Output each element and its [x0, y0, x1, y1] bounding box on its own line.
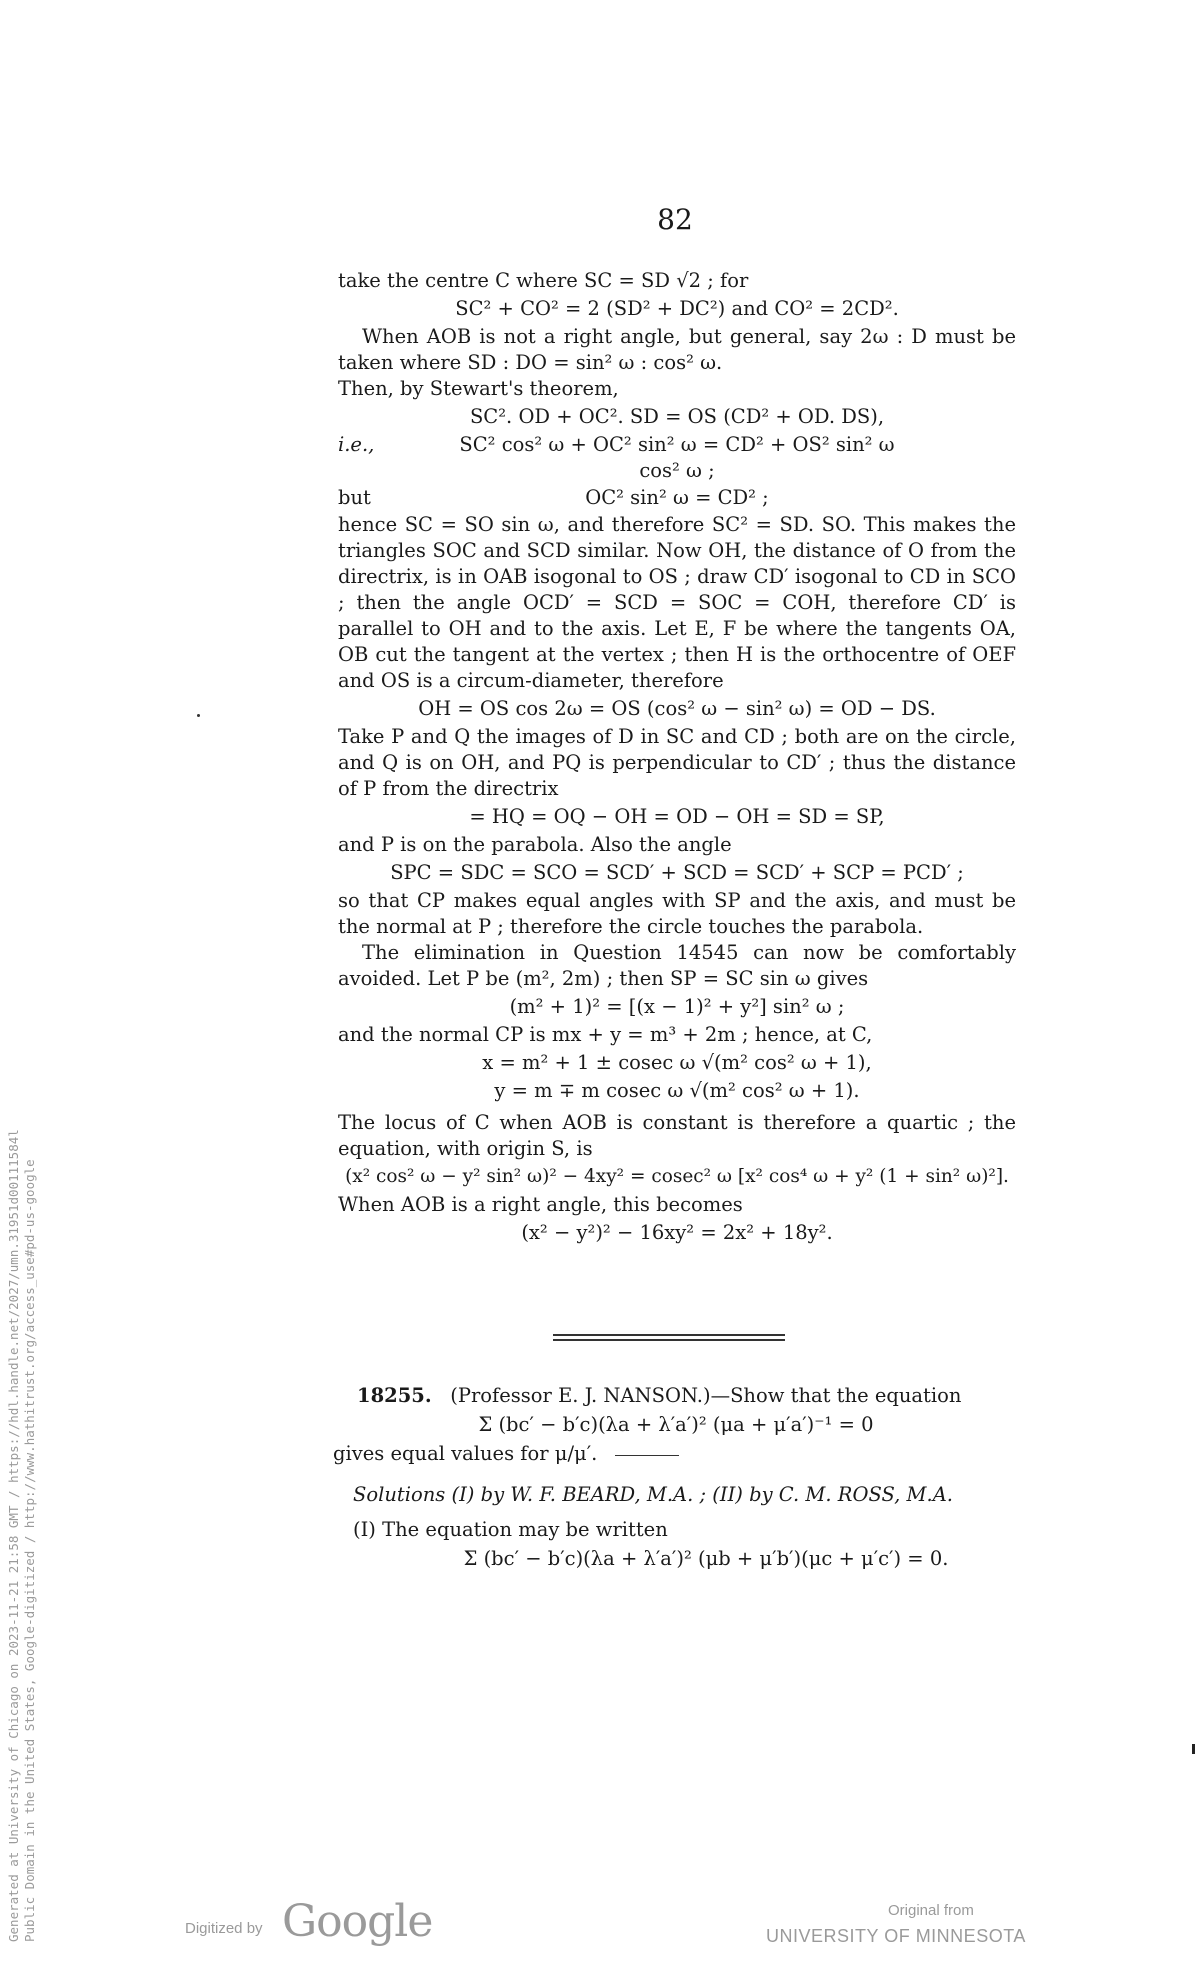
equation-row [338, 432, 1016, 484]
paragraph: Then, by Stewart's theorem, [338, 377, 619, 400]
paragraph: and the normal CP is mx + y = m³ + 2m ; hence, at C, [338, 1023, 873, 1046]
equation: SPC = SDC = SCO = SCD′ + SCD = SCD′ + SCP = PCD′ ; [390, 861, 964, 884]
watermark-line: Public Domain in the United States, Google-digitized / http://www.hathitrust.org/access_use#pd-us-google [22, 1159, 37, 1942]
solutions-line: Solutions (I) by W. F. BEARD, M.A. ; (II) by C. M. ROSS, M.A. [353, 1483, 953, 1506]
question-equation: Σ (bc′ − b′c)(λa + λ′a′)² (μa + μ′a′)⁻¹ = 0 [478, 1413, 874, 1436]
google-logo: Google [282, 1896, 433, 1947]
paragraph: and P is on the parabola. Also the angle [338, 833, 732, 856]
equation: OH = OS cos 2ω = OS (cos² ω − sin² ω) = OD − DS. [418, 697, 936, 720]
equation-lead: but [338, 486, 371, 509]
equation: SC² + CO² = 2 (SD² + DC²) and CO² = 2CD². [455, 297, 899, 320]
paragraph: hence SC = SO sin ω, and therefore SC² = SD. SO. This makes the triangles SOC and SCD similar. Now OH, the distance of O from the directrix, is in OAB isogonal to OS ; draw CD′ isogonal to CD in SCO ; then the angle OCD′ = SCD = SOC = COH, therefore CD′ is parallel to OH and to the axis. Let E, F be where the tangents OA, OB cut the tangent at the vertex ; then H is the orthocentre of OEF and OS is a circum-diameter, therefore [338, 513, 1016, 692]
watermark-line: Generated at University of Chicago on 2023-11-21 21:58 GMT / https://hdl.handle.net/2027/umn.31951d00111584l [6, 1129, 21, 1942]
equation: = HQ = OQ − OH = OD − OH = SD = SP, [469, 805, 885, 828]
paragraph: take the centre C where SC = SD √2 ; for [338, 269, 749, 292]
paragraph: The locus of C when AOB is constant is therefore a quartic ; the equation, with origin S, is [338, 1111, 1016, 1160]
page-number: 82 [657, 203, 693, 236]
question-author: (Professor E. J. NANSON.)—Show that the equation [450, 1384, 962, 1407]
original-from-label: Original from [888, 1902, 974, 1919]
solution-intro: (I) The equation may be written [353, 1518, 668, 1541]
section-divider [553, 1334, 785, 1342]
institution-name: UNIVERSITY OF MINNESOTA [766, 1926, 1026, 1946]
paragraph: The elimination in Question 14545 can now be comfortably avoided. Let P be (m², 2m) ; then SP = SC sin ω gives [338, 941, 1016, 990]
solution-equation: Σ (bc′ − b′c)(λa + λ′a′)² (μb + μ′b′)(μc + μ′c′) = 0. [463, 1547, 949, 1570]
blank-line [615, 1455, 679, 1456]
question-number: 18255. [357, 1384, 432, 1407]
equation: x = m² + 1 ± cosec ω √(m² cos² ω + 1), [482, 1051, 872, 1074]
question-tail: gives equal values for μ/μ′. [333, 1442, 598, 1465]
equation: (x² − y²)² − 16xy² = 2x² + 18y². [521, 1221, 833, 1244]
digitized-by-label: Digitized by [185, 1920, 263, 1937]
stray-mark [1192, 1744, 1195, 1754]
equation-row [338, 485, 1016, 511]
question-block [333, 1382, 1019, 1574]
stray-dot [197, 714, 200, 717]
side-watermark [6, 1129, 38, 1942]
equation-lead: i.e., [338, 433, 375, 456]
equation: OC² sin² ω = CD² ; [585, 486, 769, 509]
text-block [338, 268, 1016, 1248]
paragraph: Take P and Q the images of D in SC and CD ; both are on the circle, and Q is on OH, and PQ is perpendicular to CD′ ; thus the distance of P from the directrix [338, 725, 1016, 800]
question-tail-line [333, 1440, 1019, 1467]
equation: (x² cos² ω − y² sin² ω)² − 4xy² = cosec² ω [x² cos⁴ ω + y² (1 + sin² ω)²]. [345, 1166, 1009, 1187]
equation: y = m ∓ m cosec ω √(m² cos² ω + 1). [494, 1079, 860, 1102]
equation: SC² cos² ω + OC² sin² ω = CD² + OS² sin² ω cos² ω ; [459, 433, 895, 482]
paragraph: When AOB is not a right angle, but general, say 2ω : D must be taken where SD : DO = sin² ω : cos² ω. [338, 325, 1016, 374]
paragraph: so that CP makes equal angles with SP and the axis, and must be the normal at P ; therefore the circle touches the parabola. [338, 889, 1016, 938]
equation: SC². OD + OC². SD = OS (CD² + OD. DS), [469, 405, 885, 428]
question-line [333, 1382, 1019, 1409]
paragraph: When AOB is a right angle, this becomes [338, 1193, 743, 1216]
equation: (m² + 1)² = [(x − 1)² + y²] sin² ω ; [509, 995, 845, 1018]
